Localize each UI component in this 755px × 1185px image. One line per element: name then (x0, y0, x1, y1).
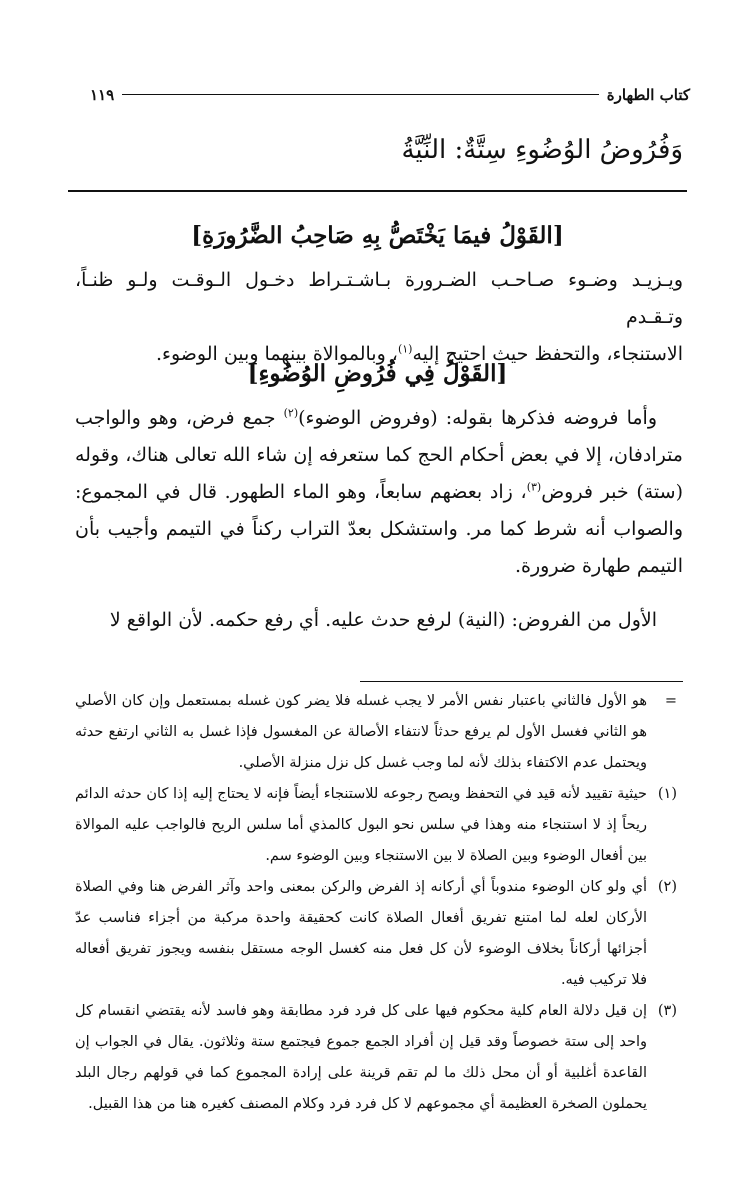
paragraph-line: الاستنجاء، والتحفظ حيث احتيج إليه$^{(١)}$، وبالموالاة بينهما وبين الوضوء. (155, 342, 683, 365)
footnote-text: هو الأول فالثاني باعتبار نفس الأمر لا يجب غسله فلا يضر كون غسله بمستعمل وإن كان الأصلي هو الثاني فغسل الأول لم يرفع حدثاً لانتفاء الأصالة عن المغسول فإذا غسل به الثاني ارتفع حدثه ويحتمل عدم الاكتفاء بذلك لأنه لما وجب غسل كل نزل منزلة الأصلي. (75, 693, 647, 771)
footnote-ref: (١) (397, 342, 413, 356)
footnote-divider (360, 681, 683, 682)
footnote-text: إن قيل دلالة العام كلية محكوم فيها على كل فرد فرد مطابقة وهو فاسد لأنه يقتضي انقسام كل واحد إلى ستة خصوصاً وقد قيل إن أفراد الجمع جموع فيجتمع ستة وثلاثون. يقال في الجواب إن القاعدة أغلبية أو أن محل ذلك ما لم تقم قرينة على إرادة المجموع كما في قولهم رجال البلد يحملون الصخرة العظيمة أي مجموعهم لا كل فرد فرد وكلام المصنف كغيره هنا من هذا القبيل. (75, 1003, 647, 1112)
footnote-mark: (١) (657, 786, 677, 802)
footnote-text: حيثية تقييد لأنه قيد في التحفظ ويصح رجوعه للاستنجاء أيضاً فإنه لا يحتاج إليه إذا كان حدثه الدائم ريحاً إذ لا استنجاء منه وهذا في سلس نحو البول كالمذي أما سلس الريح فالواجب عليه الموالاة بين أفعال الوضوء وبين الصلاة لا بين الاستنجاء وبين الوضوء سم. (75, 786, 647, 864)
section-heading-darura: [القَوْلُ فيمَا يَخْتَصُّ بِهِ صَاحِبُ الضَّرُورَةِ] (191, 222, 564, 249)
matn-divider (68, 190, 687, 192)
footnote-mark: = (664, 693, 677, 709)
footnote (75, 872, 677, 996)
paragraph-darura (75, 262, 683, 373)
footnotes (75, 686, 677, 1120)
matn-text: وَفُرُوضُ الوُضُوءِ سِتَّةٌ: النِّيَّةُ (401, 135, 683, 165)
footnote (75, 686, 677, 779)
footnote (75, 779, 677, 872)
paragraph-text: وأما فروضه فذكرها بقوله: (وفروض الوضوء)$^{(٢)}$ جمع فرض، وهو والواجب مترادفان، إلا في بعض أحكام الحج كما ستعرفه إن شاء الله تعالى هناك، وقوله (ستة) خبر فروض$^{(٣)}$، زاد بعضهم سابعاً، وهو الماء الطهور. قال في المجموع: والصواب أنه شرط كما مر. واستشكل بعدّ التراب ركناً في التيمم وأجيب بأن التيمم طهارة ضرورة. (75, 406, 683, 577)
page-number: ١١٩ (90, 86, 115, 104)
paragraph-line: ويـزيـد وضـوء صـاحـب الضـرورة بـاشـتـراط دخـول الـوقـت ولـو ظنـاً، وتـقـدم (75, 269, 683, 328)
footnote-mark: (٣) (657, 1003, 677, 1019)
footnote-mark: (٢) (657, 879, 677, 895)
running-header (90, 82, 690, 108)
paragraph-niyya (75, 602, 683, 639)
footnote (75, 996, 677, 1120)
footnote-ref: (٢) (283, 406, 299, 420)
header-rule (122, 94, 599, 95)
book-title: كتاب الطهارة (606, 86, 690, 104)
paragraph-furud (75, 400, 683, 585)
footnote-ref: (٣) (526, 480, 542, 494)
section-heading-furud: [القَوْلُ فِي فُرُوضِ الوُضُوءِ] (247, 360, 508, 387)
paragraph-text: الأول من الفروض: (النية) لرفع حدث عليه. أي رفع حكمه. لأن الواقع لا (109, 609, 657, 631)
footnote-text: أي ولو كان الوضوء مندوباً أي أركانه إذ الفرض والركن بمعنى واحد وآثر الفرض هنا وفي الصلاة الأركان لعله لما امتنع تفريق أفعال الصلاة كانت كحقيقة واحدة مركبة من أجزاء فناسب عدّ أجزائها أركاناً بخلاف الوضوء لأن كل فعل منه كغسل الوجه مستقل بنفسه ويجوز تفريق أفعاله فلا تركيب فيه. (75, 879, 647, 988)
